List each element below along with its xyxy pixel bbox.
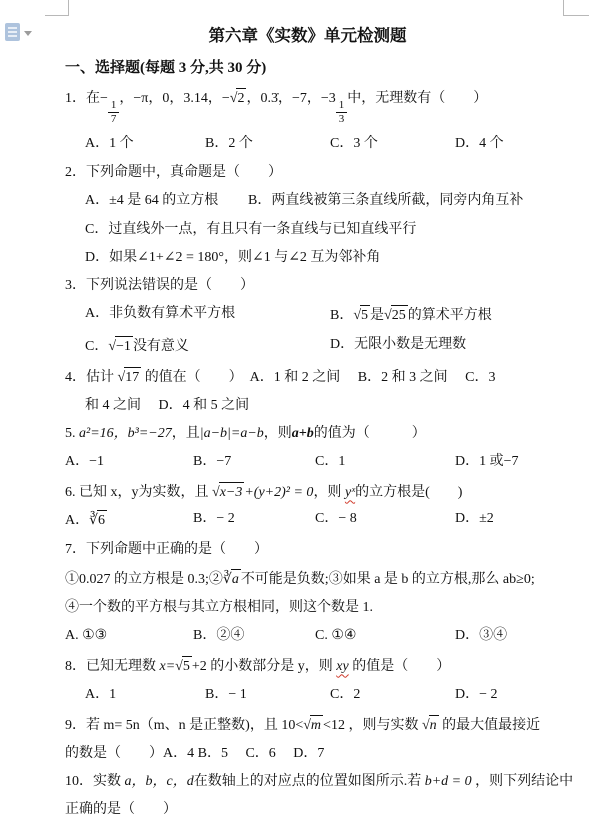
q8-option-d: D．− 2: [455, 687, 498, 703]
question-7-statements-1: ①0.027 的立方根是 0.3;②∛a 不可能是负数;③如果 a 是 b 的立方根,那么 ab≥0;: [65, 569, 590, 588]
question-2-options-ab: [65, 192, 590, 209]
question-7: 7．下列命题中正确的是（ ）: [65, 542, 268, 558]
question-10-line2: 正确的是（ ）: [65, 802, 177, 818]
question-1-options: [65, 135, 590, 152]
q3-option-c: C．√−1 没有意义: [85, 336, 330, 355]
page-margin-corner-right: [563, 0, 589, 16]
question-6-options: [65, 510, 590, 529]
question-9: 9．若 m= 5n（m、n 是正整数)，且 10<√m <12 ，则与实数 √n 的最大值最接近: [65, 715, 590, 734]
q5-option-d: D．1 或−7: [455, 454, 519, 470]
q2-option-b: B．两直线被第三条直线所截，同旁内角互补: [248, 193, 524, 209]
q8-option-c: C．2: [330, 687, 361, 703]
q6-option-a: A．∛6: [65, 510, 193, 529]
q6-math-2: +(y+2)² = 0: [244, 485, 314, 501]
q6-yx-spellcheck: yˣ: [344, 485, 356, 501]
question-5: 5. a²=16，b³=−27，且|a−b|=a−b，则a+b的值为（ ）: [65, 426, 426, 442]
paragraph-widget[interactable]: [5, 23, 32, 41]
q7-option-d: D．③④: [455, 628, 508, 644]
q5-math-3: a+b: [291, 426, 314, 442]
question-1: 1．在− $\frac{1}{7}$ ，−π，0，3.14，−√2 ，0.3̇，−7，−3 $\frac{1}{3}$ 中，无理数有（ ）: [65, 88, 590, 126]
sqrt-n: √n: [422, 715, 439, 734]
sqrt-5-q8: √5: [175, 656, 192, 675]
sqrt-5: √5: [353, 305, 370, 324]
sqrt-m: √m: [303, 715, 323, 734]
question-4-line2: 和 4 之间 D．4 和 5 之间: [85, 398, 250, 414]
question-6: 6. 已知 x，y为实数，且 √x−3 +(y+2)² = 0，则 yˣ的立方根是( ): [65, 482, 590, 501]
q5-math-2: |a−b|=a−b: [199, 426, 264, 442]
q5-option-a: A．−1: [65, 454, 105, 470]
q8-option-b: B．− 1: [205, 687, 247, 703]
fraction-1-7: $\frac{1}{7}$: [108, 99, 120, 126]
q7-option-c: C. ①④: [315, 628, 357, 644]
section-heading: 一、选择题(每题 3 分,共 30 分): [65, 60, 267, 76]
q6-option-b: B．− 2: [193, 511, 235, 527]
question-10: 10．实数 a，b，c，d在数轴上的对应点的位置如图所示.若 b+d = 0 ，则下列结论中: [65, 774, 574, 790]
q3-option-b: B．√5 是√25 的算术平方根: [330, 305, 590, 324]
q5-math-1: a²=16，b³=−27: [79, 426, 172, 442]
sqrt-17: √17: [118, 367, 142, 386]
sqrt-x-minus-3: √x−3: [212, 482, 244, 501]
question-5-options: [65, 453, 590, 470]
sqrt-25: √25: [384, 305, 408, 324]
q2-option-a: A．±4 是 64 的立方根: [85, 193, 219, 209]
q2-option-d: D．如果∠1+∠2 = 180°，则∠1 与∠2 互为邻补角: [85, 250, 381, 266]
sqrt-minus-1: √−1: [108, 336, 133, 355]
question-8: 8．已知无理数 x=√5 +2 的小数部分是 y，则 xy 的值是（ ）: [65, 656, 590, 675]
page-title: 第六章《实数》单元检测题: [208, 26, 407, 45]
fraction-1-3: $\frac{1}{3}$: [336, 99, 348, 126]
chevron-down-icon[interactable]: [24, 31, 32, 36]
question-9-line2: 的数是（ ）A．4 B．5 C．6 D．7: [65, 746, 325, 762]
q7-option-b: B．②④: [193, 628, 245, 644]
q5-option-b: B．−7: [193, 454, 232, 470]
q6-option-d: D．±2: [455, 511, 494, 527]
question-3-options-cd: [65, 336, 590, 355]
q10-math-2: b+d = 0: [424, 774, 472, 790]
q10-math-1: a，b，c，d: [124, 774, 194, 790]
cbrt-6: ∛6: [89, 510, 107, 529]
q8-math-1: x=: [159, 659, 176, 675]
q1-option-c: C．3 个: [330, 136, 378, 152]
q1-option-b: B．2 个: [205, 136, 253, 152]
q6-option-c: C．− 8: [315, 511, 357, 527]
q8-option-a: A．1: [85, 687, 117, 703]
q1-text: 1．在−: [65, 91, 108, 106]
question-7-statements-2: ④一个数的平方根与其立方根相同，则这个数是 1.: [65, 600, 373, 616]
question-3-options-ab: [65, 305, 590, 324]
page-margin-corner-left: [45, 0, 69, 16]
question-4: 4．估计 √17 的值在（ ） A．1 和 2 之间 B．2 和 3 之间 C．3: [65, 367, 590, 386]
sqrt-2: √2: [230, 88, 247, 107]
cbrt-a: ∛a: [223, 569, 241, 588]
q2-option-c: C．过直线外一点，有且只有一条直线与已知直线平行: [85, 222, 417, 238]
q1-option-d: D．4 个: [455, 136, 504, 152]
question-7-options: [65, 627, 590, 644]
q1-option-a: A．1 个: [85, 136, 134, 152]
q7-option-a: A. ①③: [65, 628, 108, 644]
q3-option-a: A．非负数有算术平方根: [85, 306, 236, 322]
q5-option-c: C．1: [315, 454, 346, 470]
question-2: 2．下列命题中，真命题是（ ）: [65, 165, 282, 181]
q3-option-d: D．无限小数是无理数: [330, 337, 467, 353]
document-icon[interactable]: [5, 23, 20, 41]
q8-xy-spellcheck: xy: [336, 659, 349, 675]
question-3: 3．下列说法错误的是（ ）: [65, 278, 254, 294]
question-8-options: [65, 686, 590, 703]
